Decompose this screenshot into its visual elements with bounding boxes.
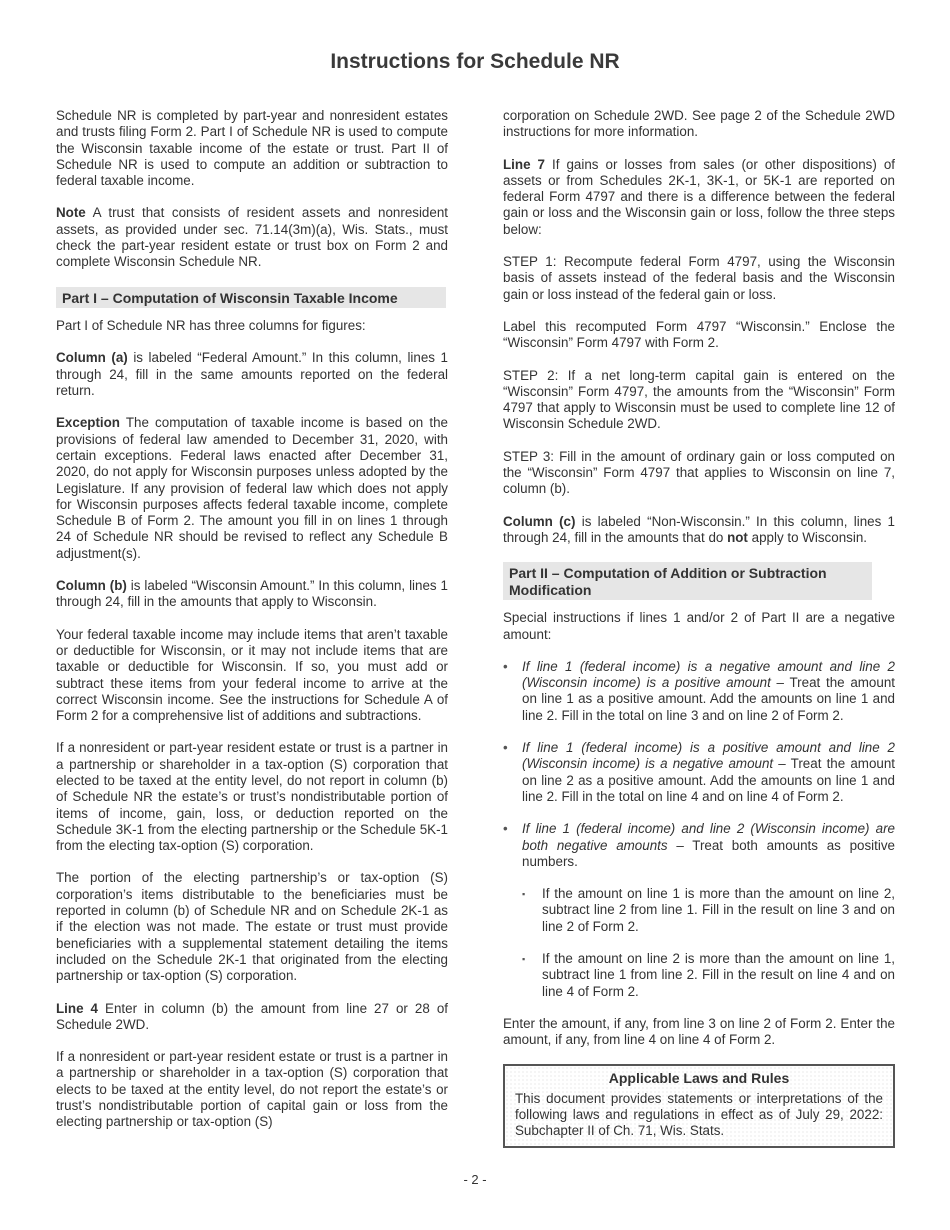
line4-text: Enter in column (b) the amount from line 27 or 28 of Schedule 2WD. xyxy=(56,1000,448,1032)
page-title: Instructions for Schedule NR xyxy=(330,50,620,73)
sub-list-item: ▪ If the amount on line 1 is more than the amount on line 2, subtract line 2 from line 1. Fill in the result on line 3 and on line 2 of Form 2. xyxy=(522,886,895,935)
applicable-laws-box xyxy=(503,1064,895,1147)
column-c-paragraph xyxy=(503,514,895,547)
capital-gain-paragraph: If a nonresident or part-year resident estate or trust is a partner in a partnership or shareholder in a tax-option (S) corporation that elects to be taxed at the entity level, do not report the estate’s or trust’s nondistributable portion of capital gain or loss from the electing partnership or tax-option (S) xyxy=(56,1049,448,1130)
bullet3-text: – Treat both amounts as positive numbers. xyxy=(522,837,895,869)
part1-heading: Part I – Computation of Wisconsin Taxable Income xyxy=(56,287,446,309)
list-item xyxy=(503,821,895,1000)
column-c-text-2: apply to Wisconsin. xyxy=(747,529,867,545)
sub-list-item: ▪ If the amount on line 2 is more than the amount on line 1, subtract line 1 from line 2. Fill in the result on line 4 and on line 4 of Form 2. xyxy=(522,951,895,1000)
bullet1-text: – Treat the amount on line 1 as a positive amount. Add the amounts on line 1 and line 2. Fill in the total on line 3 and on line 2 of Form 2. xyxy=(522,675,895,723)
laws-title: Applicable Laws and Rules xyxy=(608,1070,790,1087)
part1-intro: Part I of Schedule NR has three columns for figures: xyxy=(56,318,366,334)
step1-paragraph: STEP 1: Recompute federal Form 4797, using the Wisconsin basis of assets instead of the federal basis and the Wisconsin gain or loss instead of the federal gain or loss. xyxy=(503,254,895,302)
line4-label: Line 4 xyxy=(56,1000,98,1016)
left-column xyxy=(56,108,448,1147)
step2-paragraph: STEP 2: If a net long-term capital gain is entered on the “Wisconsin” Form 4797, the amounts from the “Wisconsin” Form 4797 that apply to Wisconsin must be used to complete line 12 of Wisconsin Schedule 2WD. xyxy=(503,367,895,432)
exception-text: The computation of taxable income is based on the provisions of federal law amended to December 31, 2020, with certain exceptions. Federal laws enacted after December 31, 2020, do not apply for Wisconsin purposes unless adopted by the Legislature. If any provision of federal law which does not apply for Wisconsin purposes affects federal taxable income, complete Schedule B of Form 2. The amount you fill in on lines 1 through 24 of Schedule NR should be revised to reflect any Schedule B adjustment(s). xyxy=(56,415,448,561)
column-b-label: Column (b) xyxy=(56,578,127,594)
intro-paragraph: Schedule NR is completed by part-year and nonresident estates and trusts filing Form 2. Part I of Schedule NR is used to compute the Wisconsin taxable income of the estate or trust. Part II of Schedule NR is used to compute an addition or subtraction to federal taxable income. xyxy=(56,108,448,189)
label-paragraph: Label this recomputed Form 4797 “Wisconsin.” Enclose the “Wisconsin” Form 4797 with Form 2. xyxy=(503,318,895,351)
page-number: - 2 - xyxy=(463,1172,487,1187)
bullet1-condition: If line 1 (federal income) is a negative amount and line 2 (Wisconsin income) is a positive amount xyxy=(522,658,895,691)
laws-text: This document provides statements or interpretations of the following laws and regulations in effect as of July 29, 2022: Subchapter II of Ch. 71, Wis. Stats. xyxy=(515,1090,883,1139)
sub-list xyxy=(522,886,895,1000)
federal-taxable-paragraph: Your federal taxable income may include items that aren’t taxable or deductible for Wisconsin, or it may not include items that are taxable or deductible for Wisconsin. If so, you must add or subtract these items from your federal income to arrive at the correct Wisconsin income. See the instructions for Schedule A of Form 2 for a comprehensive list of additions and subtractions. xyxy=(56,626,448,724)
exception-label: Exception xyxy=(56,415,120,431)
line7-label: Line 7 xyxy=(503,156,545,172)
list-item xyxy=(503,659,895,724)
list-item xyxy=(503,740,895,805)
partner-paragraph: If a nonresident or part-year resident estate or trust is a partner in a partnership or shareholder in a tax-option (S) corporation that elected to be taxed at the entity level, do not report in column (b) of Schedule NR the estate’s or trust’s nondistributable portion of items of income, gain, loss, or deduction reported on the Schedule 3K-1 from the electing partnership or the Schedule 5K-1 from the electing tax-option (S) corporation. xyxy=(56,740,448,854)
portion-paragraph: The portion of the electing partnership’s or tax-option (S) corporation’s items distributable to the beneficiaries must be reported in column (b) of Schedule NR and on Schedule 2K-1 as if the election was not made. The estate or trust must provide beneficiaries with a supplemental statement detailing the items included on the Schedule 2K-1 that originated from the electing partnership or tax-option (S) corporation. xyxy=(56,870,448,984)
special-intro: Special instructions if lines 1 and/or 2 of Part II are a negative amount: xyxy=(503,610,895,642)
exception-paragraph xyxy=(56,415,448,562)
column-b-text: is labeled “Wisconsin Amount.” In this column, lines 1 through 24, fill in the amounts that apply to Wisconsin. xyxy=(56,578,448,610)
bullet3-condition: If line 1 (federal income) and line 2 (Wisconsin income) are both negative amounts xyxy=(522,821,895,853)
right-column xyxy=(503,108,895,1148)
column-c-text-1: is labeled “Non-Wisconsin.” In this column, lines 1 through 24, fill in the amounts that do xyxy=(503,513,895,545)
column-a-paragraph xyxy=(56,350,448,399)
column-a-text: is labeled “Federal Amount.” In this column, lines 1 through 24, fill in the same amounts reported on the federal return. xyxy=(56,350,449,399)
enter-paragraph: Enter the amount, if any, from line 3 on line 2 of Form 2. Enter the amount, if any, from line 4 on line 4 of Form 2. xyxy=(503,1015,895,1048)
note-paragraph xyxy=(56,205,448,270)
column-b-paragraph xyxy=(56,578,448,611)
special-instructions-list xyxy=(503,659,895,1000)
continued-paragraph: corporation on Schedule 2WD. See page 2 of the Schedule 2WD instructions for more information. xyxy=(503,108,895,140)
column-c-label: Column (c) xyxy=(503,513,576,529)
column-c-not: not xyxy=(727,529,748,545)
bullet2-text: – Treat the amount on line 2 as a positive amount. Add the amounts on line 1 and line 2. Fill in the total on line 4 and on line 4 of Form 2. xyxy=(522,756,895,804)
bullet2-condition: If line 1 (federal income) is a positive amount and line 2 (Wisconsin income) is a negative amount xyxy=(522,740,895,772)
line7-paragraph xyxy=(503,157,895,238)
step3-paragraph: STEP 3: Fill in the amount of ordinary gain or loss computed on the “Wisconsin” Form 4797 that applies to Wisconsin on line 7, column (b). xyxy=(503,448,895,497)
part2-heading: Part II – Computation of Addition or Subtraction Modification xyxy=(503,562,872,600)
line4-paragraph xyxy=(56,1001,448,1034)
column-a-label: Column (a) xyxy=(56,350,128,366)
note-label: Note xyxy=(56,205,86,221)
line7-text: If gains or losses from sales (or other dispositions) of assets or from Schedules 2K-1, 3K-1, or 5K-1 are reported on federal Form 4797 and there is a difference between the federal gain or loss and the Wisconsin gain or loss, follow the three steps below: xyxy=(503,156,895,237)
note-text: A trust that consists of resident assets and nonresident assets, as provided under sec. 71.14(3m)(a), Wis. Stats., must check the part-year resident estate or trust box on Form 2 and complete Wisconsin Schedule NR. xyxy=(56,205,448,270)
